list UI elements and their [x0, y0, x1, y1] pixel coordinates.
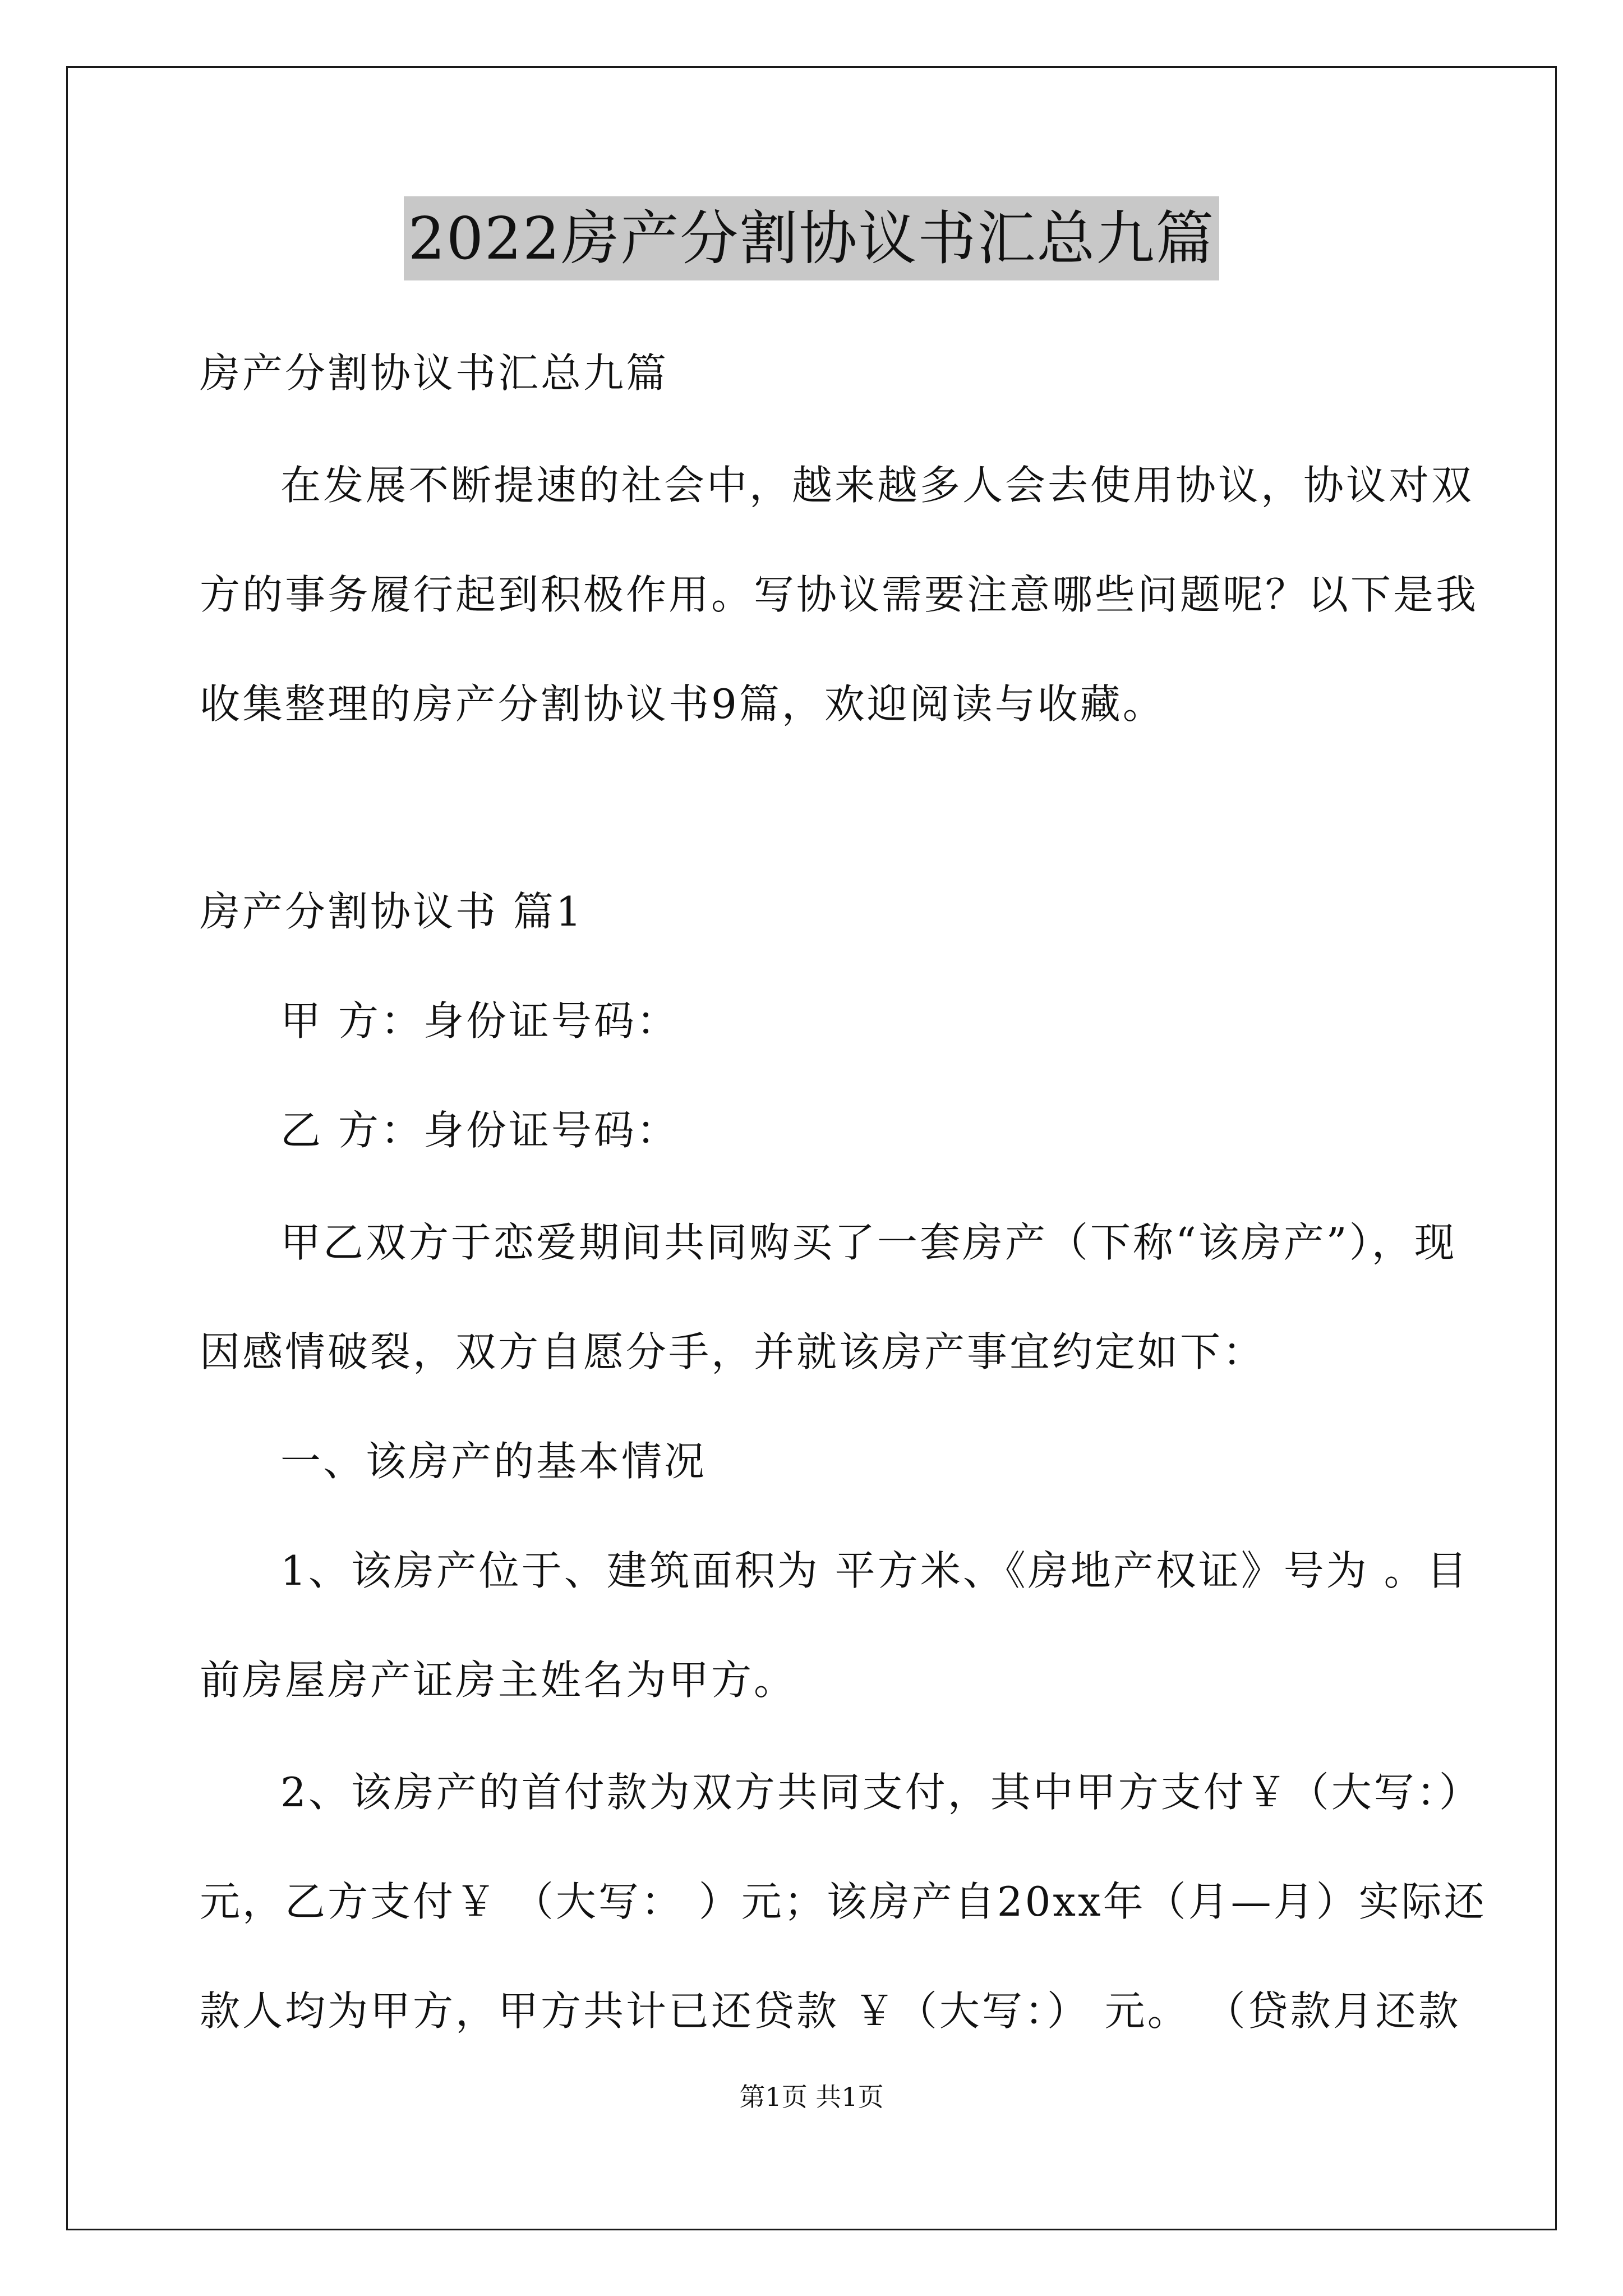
intro-paragraph-line: 收集整理的房产分割协议书9篇，欢迎阅读与收藏。 [200, 680, 1165, 728]
body-paragraph-line: 甲乙双方于恋爱期间共同购买了一套房产（下称“该房产”），现 [280, 1219, 1457, 1266]
subtitle-line: 房产分割协议书汇总九篇 [200, 349, 669, 397]
clause-item-line: 款人均为甲方，甲方共计已还贷款 ￥（大写：） 元。 （贷款月还款 [200, 1987, 1461, 2035]
party-a-line: 甲 方：身份证号码： [280, 997, 679, 1045]
body-paragraph-line: 因感情破裂，双方自愿分手，并就该房产事宜约定如下： [200, 1328, 1266, 1375]
section-heading: 房产分割协议书 篇1 [200, 888, 584, 935]
intro-paragraph-line: 在发展不断提速的社会中，越来越多人会去使用协议，协议对双 [280, 462, 1474, 509]
clause-item-line: 前房屋房产证房主姓名为甲方。 [200, 1657, 797, 1704]
clause-item-line: 1、该房产位于、建筑面积为 平方米、《房地产权证》号为 。目 [280, 1547, 1469, 1594]
clause-heading: 一、该房产的基本情况 [280, 1438, 707, 1485]
clause-item-line: 2、该房产的首付款为双方共同支付，其中甲方支付￥（大写：） [280, 1769, 1482, 1816]
party-b-line: 乙 方：身份证号码： [280, 1107, 679, 1154]
clause-item-line: 元，乙方支付￥ （大写： ）元；该房产自20xx年（月—月）实际还 [200, 1878, 1487, 1925]
intro-paragraph-line: 方的事务履行起到积极作用。写协议需要注意哪些问题呢？以下是我 [200, 571, 1479, 618]
document-title-text: 2022房产分割协议书汇总九篇 [404, 196, 1220, 280]
page-number-footer: 第1页 共1页 [739, 2082, 884, 2112]
document-title [0, 196, 1623, 280]
